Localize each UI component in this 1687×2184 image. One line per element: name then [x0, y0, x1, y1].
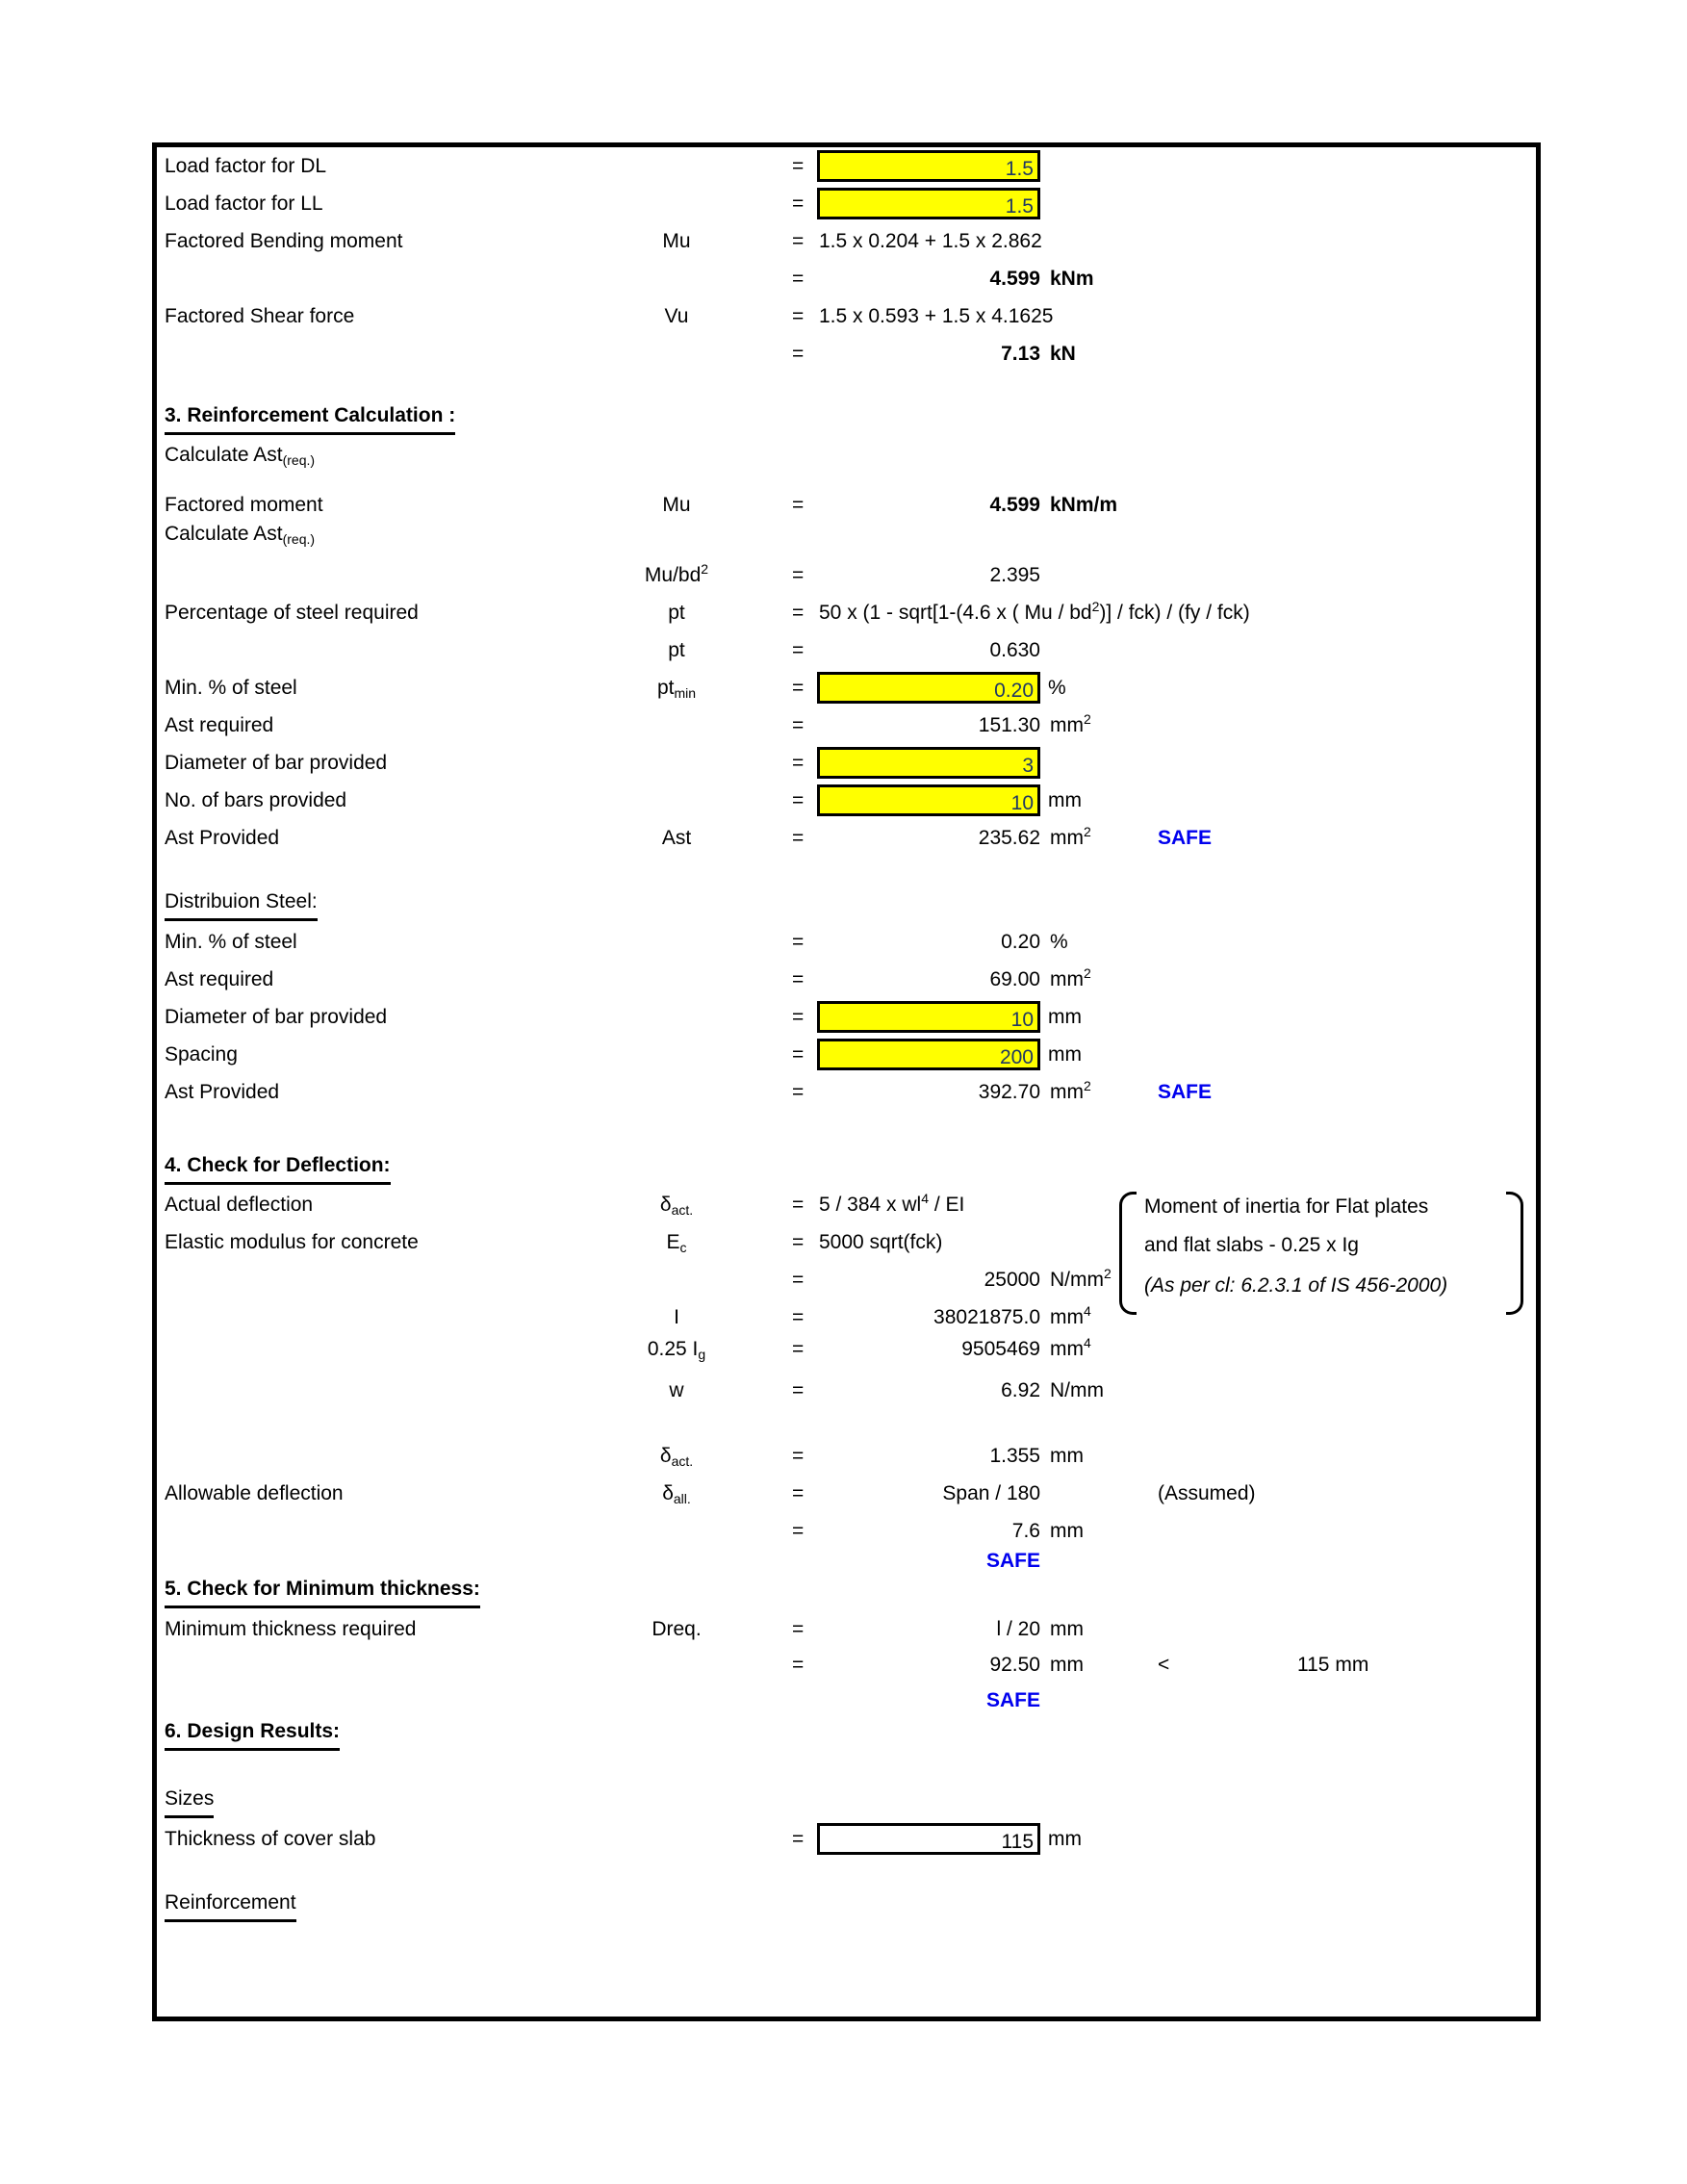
row-factored-bending-moment — [157, 222, 1536, 260]
row-factored-shear-force-result — [157, 335, 1536, 373]
calculate-ast-label-2 — [165, 515, 315, 554]
w-unit: N/mm — [1050, 1379, 1104, 1401]
delta-act-base: δ — [659, 1194, 672, 1216]
row-inertia-Ig — [157, 1330, 1536, 1368]
row-percentage-steel-formula — [157, 594, 1536, 631]
deflection-status-badge: SAFE — [985, 1550, 1040, 1572]
row-bar-count-main — [157, 782, 1536, 819]
inertia-I-unit-sup: 4 — [1084, 1303, 1091, 1319]
section4-heading: 4. Check for Deflection: — [165, 1150, 391, 1185]
equals-sign: = — [792, 1828, 805, 1850]
equals-sign: = — [792, 1081, 805, 1103]
row-section5-heading — [157, 1574, 1536, 1611]
min-thickness-compare-value — [1297, 1646, 1368, 1683]
row-section4-heading — [157, 1150, 1536, 1188]
allowable-deflection-note: (Assumed) — [1158, 1482, 1256, 1504]
ec-sub: c — [679, 1240, 687, 1255]
inertia-Ig-unit-text: mm — [1050, 1338, 1084, 1360]
sizes-heading: Sizes — [165, 1784, 214, 1818]
annotation-line-3: (As per cl: 6.2.3.1 of IS 456-2000) — [1144, 1274, 1448, 1297]
equals-sign: = — [792, 639, 805, 661]
allowable-deflection-value: Span / 180 — [942, 1482, 1040, 1504]
row-allowable-deflection — [157, 1475, 1536, 1512]
bar-diameter-label: Diameter of bar provided — [165, 752, 388, 774]
equals-sign: = — [792, 155, 805, 177]
row-ast-provided-main — [157, 819, 1536, 857]
ec-base: E — [666, 1231, 680, 1253]
compare-value-unit: mm — [1335, 1654, 1369, 1676]
ast-provided-status-badge: SAFE — [1158, 827, 1213, 849]
delta-act-result-value: 1.355 — [989, 1445, 1040, 1467]
delta-act-result-unit: mm — [1050, 1445, 1084, 1467]
ig-base: 0.25 I — [647, 1338, 699, 1360]
allowable-deflection-label: Allowable deflection — [165, 1482, 344, 1504]
row-section3-heading — [157, 400, 1536, 438]
section6-heading: 6. Design Results: — [165, 1716, 340, 1751]
mu-bd2-symbol — [590, 556, 763, 596]
bar-count-input[interactable]: 10 — [817, 784, 1040, 816]
factored-shear-force-unit: kN — [1050, 343, 1076, 365]
ec-unit-text: N/mm — [1050, 1269, 1104, 1291]
allowable-deflection-result: 7.6 — [1011, 1520, 1040, 1542]
pt-min-label: Min. % of steel — [165, 677, 297, 699]
factored-shear-force-value: 7.13 — [1001, 343, 1040, 365]
factored-bending-moment-expression: 1.5 x 0.204 + 1.5 x 2.862 — [819, 230, 1042, 252]
factored-bending-moment-symbol: Mu — [662, 230, 691, 252]
row-pt-value — [157, 631, 1536, 669]
pt-min-symbol — [590, 669, 763, 708]
dist-ast-provided-unit — [1050, 1073, 1091, 1113]
deflection-expr-sup: 4 — [921, 1191, 930, 1206]
pt-min-symbol-sub: min — [674, 685, 697, 701]
factored-shear-force-expression: 1.5 x 0.593 + 1.5 x 4.1625 — [819, 305, 1054, 327]
actual-deflection-expression — [819, 1186, 964, 1225]
elastic-modulus-label: Elastic modulus for concrete — [165, 1231, 419, 1253]
ec-unit-sup: 2 — [1104, 1266, 1112, 1281]
dist-ast-provided-value: 392.70 — [978, 1081, 1040, 1103]
ast-provided-value: 235.62 — [978, 827, 1040, 849]
ast-provided-unit-sup: 2 — [1084, 824, 1091, 839]
equals-sign: = — [792, 1520, 805, 1542]
ec-unit — [1050, 1261, 1112, 1300]
calculate-ast-text-1: Calculate Ast — [165, 444, 283, 466]
section5-heading: 5. Check for Minimum thickness: — [165, 1574, 480, 1608]
equals-sign: = — [792, 230, 805, 252]
row-sizes-heading — [157, 1784, 1536, 1821]
mu-bd2-value: 2.395 — [989, 564, 1040, 586]
w-symbol: w — [669, 1379, 684, 1401]
moment-of-inertia-annotation — [1119, 1192, 1523, 1315]
percentage-steel-formula — [819, 594, 1250, 633]
formula-part2: )] / fck) / (fy / fck) — [1099, 602, 1250, 624]
equals-sign: = — [792, 564, 805, 586]
row-min-thickness-result — [157, 1646, 1536, 1683]
load-factor-dl-label: Load factor for DL — [165, 155, 327, 177]
annotation-line-1: Moment of inertia for Flat plates — [1144, 1195, 1429, 1218]
factored-shear-force-label: Factored Shear force — [165, 305, 355, 327]
brace-right-icon — [1506, 1192, 1523, 1315]
ast-provided-label: Ast Provided — [165, 827, 280, 849]
ec-value: 25000 — [984, 1269, 1040, 1291]
row-factored-bending-moment-result — [157, 260, 1536, 297]
row-dist-spacing — [157, 1036, 1536, 1073]
compare-value-number: 115 — [1297, 1654, 1330, 1676]
inertia-Ig-value: 9505469 — [961, 1338, 1040, 1360]
row-dist-min-pct — [157, 923, 1536, 961]
min-thickness-status-badge: SAFE — [985, 1689, 1040, 1711]
row-distribution-steel-heading — [157, 886, 1536, 924]
dist-min-pct-unit: % — [1050, 931, 1068, 953]
min-thickness-label: Minimum thickness required — [165, 1618, 417, 1640]
equals-sign: = — [792, 1338, 805, 1360]
dist-ast-provided-unit-text: mm — [1050, 1081, 1084, 1103]
ast-provided-symbol: Ast — [661, 827, 692, 849]
equals-sign: = — [792, 343, 805, 365]
equals-sign: = — [792, 968, 805, 990]
pt-min-unit: % — [1048, 677, 1066, 699]
row-calculate-ast-1 — [157, 436, 1536, 474]
ast-provided-unit — [1050, 819, 1091, 859]
sheet-content — [157, 147, 1536, 2017]
row-factored-shear-force — [157, 297, 1536, 335]
bar-diameter-input[interactable]: 3 — [817, 747, 1040, 779]
min-thickness-result-value: 92.50 — [989, 1654, 1040, 1676]
min-thickness-unit: mm — [1050, 1618, 1084, 1640]
inertia-I-unit-text: mm — [1050, 1306, 1084, 1328]
equals-sign: = — [792, 1194, 805, 1216]
actual-deflection-symbol — [590, 1186, 763, 1225]
ast-required-label: Ast required — [165, 714, 274, 736]
inertia-I-value: 38021875.0 — [933, 1306, 1040, 1328]
delta-act-result-base: δ — [659, 1445, 672, 1467]
factored-bending-moment-unit: kNm — [1050, 268, 1094, 290]
equals-sign: = — [792, 1006, 805, 1028]
dist-ast-required-value: 69.00 — [989, 968, 1040, 990]
row-min-thickness — [157, 1610, 1536, 1648]
load-factor-ll-label: Load factor for LL — [165, 193, 323, 215]
equals-sign: = — [792, 1043, 805, 1066]
equals-sign: = — [792, 827, 805, 849]
dist-ast-provided-status-badge: SAFE — [1158, 1081, 1213, 1103]
allowable-deflection-result-unit: mm — [1050, 1520, 1084, 1542]
equals-sign: = — [792, 305, 805, 327]
row-w-value — [157, 1372, 1536, 1409]
row-calculate-ast-2 — [157, 515, 1536, 552]
actual-deflection-label: Actual deflection — [165, 1194, 314, 1216]
equals-sign: = — [792, 931, 805, 953]
row-dist-ast-required — [157, 961, 1536, 998]
distribution-steel-heading: Distribuion Steel: — [165, 886, 318, 921]
factored-moment-value: 4.599 — [989, 494, 1040, 516]
min-thickness-value: l / 20 — [996, 1618, 1040, 1640]
inertia-Ig-unit — [1050, 1330, 1091, 1370]
deflection-expr-part1: 5 / 384 x wl — [819, 1194, 922, 1216]
load-factor-dl-input[interactable]: 1.5 — [817, 150, 1040, 182]
row-dist-bar-diameter — [157, 998, 1536, 1036]
min-thickness-comparator: < — [1158, 1654, 1170, 1676]
brace-left-icon — [1119, 1192, 1137, 1315]
inertia-Ig-unit-sup: 4 — [1084, 1335, 1091, 1350]
annotation-line-2: and flat slabs - 0.25 x Ig — [1144, 1234, 1359, 1256]
row-reinforcement-heading — [157, 1888, 1536, 1925]
equals-sign: = — [792, 1379, 805, 1401]
calculate-ast-label-1 — [165, 436, 315, 475]
equals-sign: = — [792, 789, 805, 811]
dist-ast-provided-unit-sup: 2 — [1084, 1078, 1091, 1093]
dist-spacing-label: Spacing — [165, 1043, 238, 1066]
equals-sign: = — [792, 494, 805, 516]
cover-slab-label: Thickness of cover slab — [165, 1828, 376, 1850]
equals-sign: = — [792, 677, 805, 699]
cover-slab-input[interactable]: 115 — [817, 1823, 1040, 1855]
ig-sub: g — [698, 1347, 706, 1362]
equals-sign: = — [792, 1618, 805, 1640]
equals-sign: = — [792, 1231, 805, 1253]
formula-sup: 2 — [1091, 599, 1100, 614]
row-load-factor-dl — [157, 147, 1536, 185]
equals-sign: = — [792, 714, 805, 736]
ast-required-unit — [1050, 707, 1091, 746]
row-ast-required-main — [157, 707, 1536, 744]
row-cover-slab-thickness — [157, 1820, 1536, 1858]
dist-spacing-unit: mm — [1048, 1043, 1082, 1066]
delta-act-sub: act. — [671, 1202, 694, 1218]
factored-moment-unit: kNm/m — [1050, 494, 1118, 516]
formula-part1: 50 x (1 - sqrt[1-(4.6 x ( Mu / bd — [819, 602, 1092, 624]
section3-heading: 3. Reinforcement Calculation : — [165, 400, 455, 435]
inertia-I-symbol: I — [674, 1306, 679, 1328]
calculate-ast-text-2: Calculate Ast — [165, 523, 283, 545]
equals-sign: = — [792, 752, 805, 774]
pt-value: 0.630 — [989, 639, 1040, 661]
equals-sign: = — [792, 1654, 805, 1676]
ast-provided-unit-text: mm — [1050, 827, 1084, 849]
pt-min-input[interactable]: 0.20 — [817, 672, 1040, 704]
ast-required-unit-text: mm — [1050, 714, 1084, 736]
equals-sign: = — [792, 1306, 805, 1328]
bar-count-label: No. of bars provided — [165, 789, 347, 811]
dist-min-pct-value: 0.20 — [1001, 931, 1040, 953]
dist-ast-required-unit — [1050, 961, 1091, 1000]
min-thickness-symbol: Dreq. — [652, 1618, 702, 1640]
row-load-factor-ll — [157, 185, 1536, 222]
load-factor-ll-input[interactable]: 1.5 — [817, 188, 1040, 219]
delta-act-result-sub: act. — [671, 1453, 694, 1469]
delta-all-sub: all. — [673, 1491, 691, 1506]
allowable-deflection-symbol — [590, 1475, 763, 1514]
bar-count-unit: mm — [1048, 789, 1082, 811]
dist-ast-required-label: Ast required — [165, 968, 274, 990]
factored-bending-moment-value: 4.599 — [989, 268, 1040, 290]
equals-sign: = — [792, 1482, 805, 1504]
dist-ast-required-unit-sup: 2 — [1084, 965, 1091, 981]
deflection-expr-part2: / EI — [929, 1194, 965, 1216]
factored-moment-symbol: Mu — [662, 494, 691, 516]
pt-symbol: pt — [668, 639, 685, 661]
row-min-thickness-status — [157, 1682, 1536, 1719]
dist-bar-diameter-unit: mm — [1048, 1006, 1082, 1028]
dist-min-pct-label: Min. % of steel — [165, 931, 297, 953]
factored-shear-force-symbol: Vu — [664, 305, 689, 327]
factored-bending-moment-label: Factored Bending moment — [165, 230, 403, 252]
inertia-Ig-symbol — [590, 1330, 763, 1370]
dist-ast-required-unit-text: mm — [1050, 968, 1084, 990]
equals-sign: = — [792, 268, 805, 290]
calculate-ast-sub-2: (req.) — [282, 531, 316, 547]
row-pt-min — [157, 669, 1536, 707]
equals-sign: = — [792, 1445, 805, 1467]
dist-bar-diameter-label: Diameter of bar provided — [165, 1006, 388, 1028]
calculate-ast-sub-1: (req.) — [282, 452, 316, 468]
reinforcement-heading: Reinforcement — [165, 1888, 296, 1922]
ast-required-unit-sup: 2 — [1084, 711, 1091, 727]
row-mu-bd2 — [157, 556, 1536, 594]
equals-sign: = — [792, 1269, 805, 1291]
dist-bar-diameter-input[interactable]: 10 — [817, 1001, 1040, 1033]
row-bar-diameter-main — [157, 744, 1536, 782]
delta-all-base: δ — [662, 1482, 674, 1504]
ast-required-value: 151.30 — [978, 714, 1040, 736]
row-dist-ast-provided — [157, 1073, 1536, 1111]
row-delta-act-result — [157, 1437, 1536, 1475]
elastic-modulus-symbol — [590, 1223, 763, 1263]
mu-bd2-symbol-sup: 2 — [701, 561, 709, 577]
dist-spacing-input[interactable]: 200 — [817, 1039, 1040, 1070]
min-thickness-result-unit: mm — [1050, 1654, 1084, 1676]
dist-ast-provided-label: Ast Provided — [165, 1081, 280, 1103]
equals-sign: = — [792, 602, 805, 624]
factored-moment-label: Factored moment — [165, 494, 323, 516]
percentage-steel-symbol: pt — [668, 602, 685, 624]
cover-slab-unit: mm — [1048, 1828, 1082, 1850]
row-section6-heading — [157, 1716, 1536, 1754]
w-value: 6.92 — [1001, 1379, 1040, 1401]
mu-bd2-symbol-base: Mu/bd — [644, 564, 702, 586]
elastic-modulus-expression: 5000 sqrt(fck) — [819, 1231, 943, 1253]
equals-sign: = — [792, 193, 805, 215]
delta-act-result-symbol — [590, 1437, 763, 1477]
pt-min-symbol-base: pt — [656, 677, 675, 699]
percentage-steel-label: Percentage of steel required — [165, 602, 419, 624]
